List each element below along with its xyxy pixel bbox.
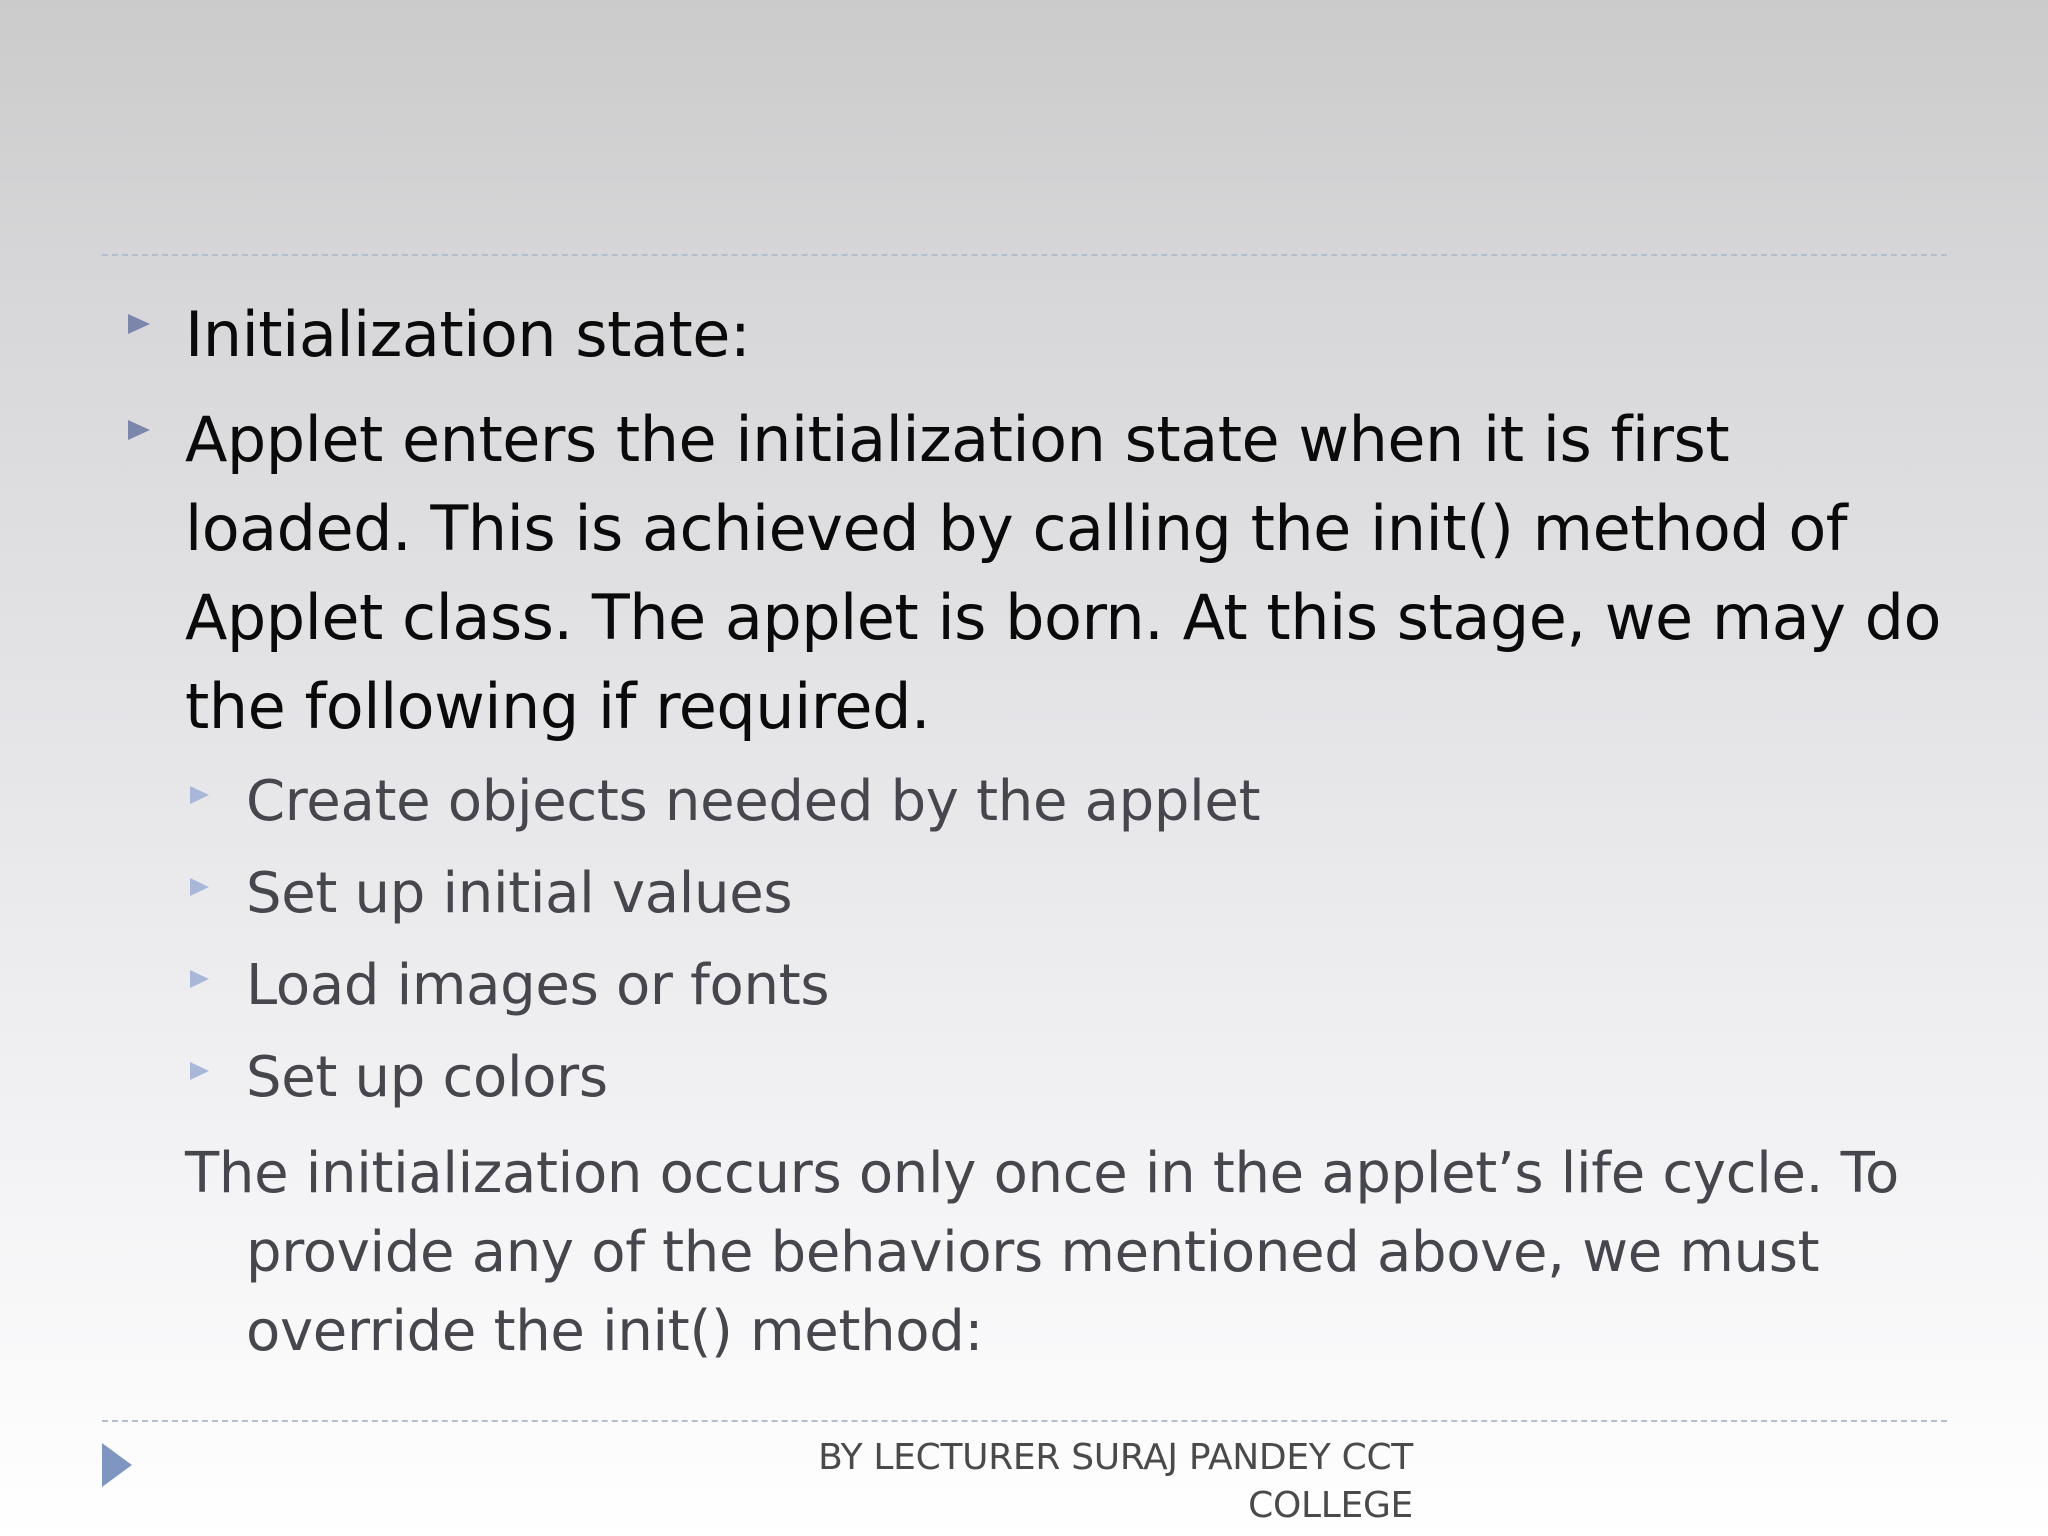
sub-bullet-marker-icon bbox=[190, 970, 209, 988]
sub-bullet-set-colors: Set up colors bbox=[246, 1045, 608, 1110]
footer-divider bbox=[102, 1420, 1947, 1422]
sub-bullet-marker-icon bbox=[190, 1062, 209, 1080]
footer-credit-line-1: BY LECTURER SURAJ PANDEY CCT bbox=[818, 1437, 1413, 1478]
sub-bullet-marker-icon bbox=[190, 878, 209, 896]
footer-triangle-icon bbox=[102, 1443, 132, 1487]
sub-bullet-load-images: Load images or fonts bbox=[246, 953, 830, 1018]
sub-bullet-marker-icon bbox=[190, 786, 209, 804]
bullet-paragraph-line-2: loaded. This is achieved by calling the init() method of bbox=[185, 492, 1848, 565]
footer-credit-line-2: COLLEGE bbox=[1248, 1485, 1413, 1526]
note-line-2: provide any of the behaviors mentioned above, we must bbox=[246, 1220, 1820, 1285]
note-line-1: The initialization occurs only once in the applet’s life cycle. To bbox=[185, 1141, 1899, 1206]
header-divider bbox=[102, 254, 1947, 256]
footer-credit bbox=[713, 1434, 1413, 1530]
bullet-paragraph-line-3: Applet class. The applet is born. At this stage, we may do bbox=[185, 581, 1941, 654]
sub-bullet-initial-values: Set up initial values bbox=[246, 861, 793, 926]
note-line-3: override the init() method: bbox=[246, 1299, 984, 1364]
bullet-marker-icon bbox=[128, 314, 150, 334]
bullet-paragraph-line-1: Applet enters the initialization state when it is first bbox=[185, 403, 1730, 476]
sub-bullet-create-objects: Create objects needed by the applet bbox=[246, 769, 1261, 834]
bullet-paragraph-line-4: the following if required. bbox=[185, 670, 931, 743]
bullet-initialization-state: Initialization state: bbox=[185, 298, 751, 371]
bullet-marker-icon bbox=[128, 420, 150, 440]
